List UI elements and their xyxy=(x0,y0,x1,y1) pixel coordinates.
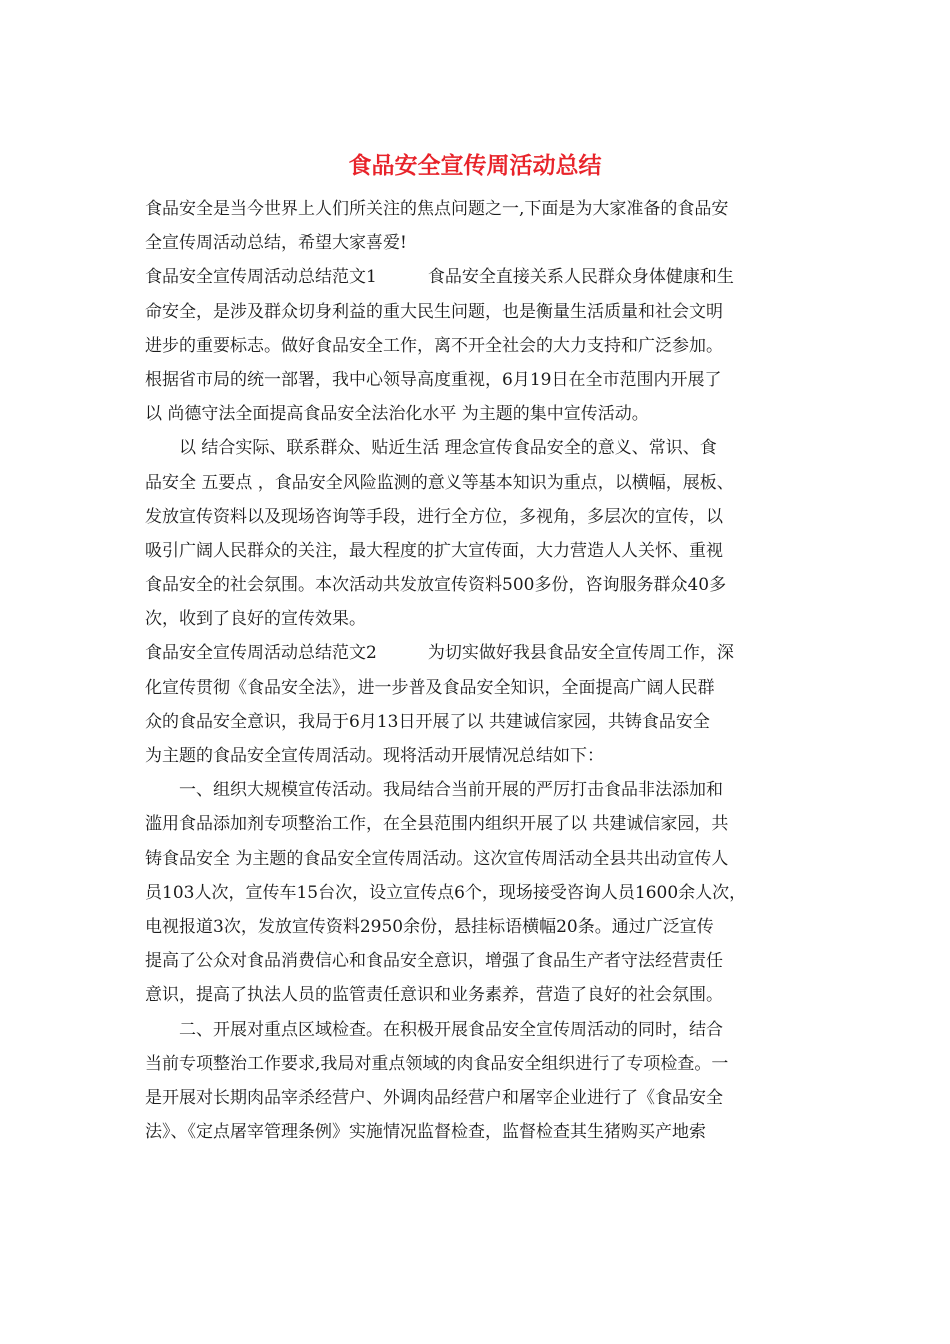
text-line: 法》、《定点屠宰管理条例》实施情况监督检查，监督检查其生猪购买产地索 xyxy=(145,1122,706,1143)
text-line: 食品安全是当今世界上人们所关注的焦点问题之一,下面是为大家准备的食品安 xyxy=(145,199,729,219)
text-line: 化宣传贯彻《食品安全法》，进一步普及食品安全知识，全面提高广阔人民群 xyxy=(145,677,715,698)
text-line: 进步的重要标志。做好食品安全工作，离不开全社会的大力支持和广泛参加。 xyxy=(145,335,723,356)
document-body xyxy=(145,192,820,1149)
text-line: 食品安全宣传周活动总结范文2 为切实做好我县食品安全宣传周工作，深 xyxy=(145,643,734,664)
text-line: 食品安全宣传周活动总结范文1 食品安全直接关系人民群众身体健康和生 xyxy=(145,267,734,288)
text-line: 员103人次，宣传车15台次，设立宣传点6个，现场接受咨询人员1600余人次， xyxy=(145,882,747,903)
text-line: 命安全，是涉及群众切身利益的重大民生问题，也是衡量生活质量和社会文明 xyxy=(145,301,723,322)
text-line: 众的食品安全意识，我局于6月13日开展了以 共建诚信家园，共铸食品安全 xyxy=(145,711,710,732)
text-line: 滥用食品添加剂专项整治工作，在全县范围内组织开展了以 共建诚信家园，共 xyxy=(145,814,729,835)
text-line: 一、组织大规模宣传活动。我局结合当前开展的严厉打击食品非法添加和 xyxy=(145,780,723,801)
text-line: 吸引广阔人民群众的关注，最大程度的扩大宣传面，大力营造人人关怀、重视 xyxy=(145,540,723,561)
text-line: 铸食品安全 为主题的食品安全宣传周活动。这次宣传周活动全县共出动宣传人 xyxy=(145,848,729,869)
text-line: 意识，提高了执法人员的监管责任意识和业务素养，营造了良好的社会氛围。 xyxy=(145,985,723,1006)
text-line: 电视报道3次，发放宣传资料2950余份，悬挂标语横幅20条。通过广泛宣传 xyxy=(145,916,714,937)
text-line: 当前专项整治工作要求,我局对重点领域的肉食品安全组织进行了专项检查。一 xyxy=(145,1053,729,1074)
text-line: 食品安全的社会氛围。本次活动共发放宣传资料500多份，咨询服务群众40多 xyxy=(145,575,727,596)
text-line: 发放宣传资料以及现场咨询等手段，进行全方位，多视角，多层次的宣传，以 xyxy=(145,506,723,527)
text-line: 次，收到了良好的宣传效果。 xyxy=(145,609,366,630)
document-title: 食品安全宣传周活动总结 xyxy=(348,153,602,179)
text-line: 提高了公众对食品消费信心和食品安全意识，增强了食品生产者守法经营责任 xyxy=(145,951,723,972)
text-line: 全宣传周活动总结，希望大家喜爱! xyxy=(145,233,407,254)
text-line: 是开展对长期肉品宰杀经营户、外调肉品经营户和屠宰企业进行了《食品安全 xyxy=(145,1087,723,1108)
text-line: 根据省市局的统一部署，我中心领导高度重视，6月19日在全市范围内开展了 xyxy=(145,369,722,390)
text-line: 二、开展对重点区域检查。在积极开展食品安全宣传周活动的同时，结合 xyxy=(145,1019,723,1040)
text-line: 品安全 五要点 ，食品安全风险监测的意义等基本知识为重点，以横幅，展板、 xyxy=(145,472,734,493)
text-line: 以 结合实际、联系群众、贴近生活 理念宣传食品安全的意义、常识、食 xyxy=(145,438,717,459)
text-line: 以 尚德守法全面提高食品安全法治化水平 为主题的集中宣传活动。 xyxy=(145,404,649,425)
text-line: 为主题的食品安全宣传周活动。现将活动开展情况总结如下： xyxy=(145,746,604,766)
